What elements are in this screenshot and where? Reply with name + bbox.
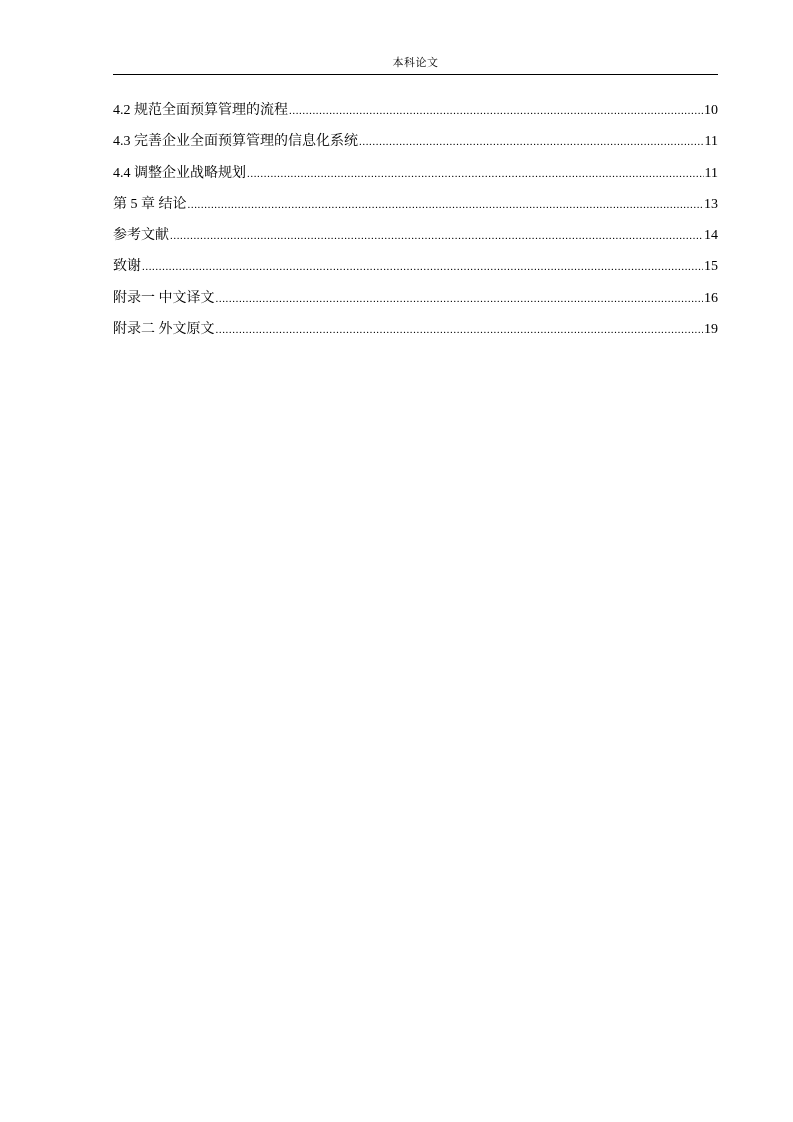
table-of-contents: [113, 98, 718, 348]
toc-dot-leader: [216, 286, 704, 312]
toc-entry[interactable]: [113, 223, 718, 254]
toc-dot-leader: [359, 129, 704, 155]
toc-entry[interactable]: [113, 98, 718, 129]
toc-dot-leader: [188, 192, 704, 218]
toc-entry[interactable]: [113, 317, 718, 348]
toc-dot-leader: [247, 161, 704, 187]
toc-entry[interactable]: [113, 254, 718, 285]
toc-dot-leader: [216, 317, 704, 343]
toc-entry-label: 附录二 外文原文: [113, 322, 215, 338]
toc-dot-leader: [289, 98, 703, 124]
page-header: [113, 56, 718, 75]
toc-entry-label: 参考文献: [113, 228, 169, 244]
toc-entry-label: 4.4 调整企业战略规划: [113, 165, 246, 181]
toc-dot-leader: [142, 254, 703, 280]
toc-entry-page: 19: [704, 322, 718, 338]
toc-entry-label: 致谢: [113, 259, 141, 275]
toc-entry-page: 10: [704, 103, 718, 118]
toc-entry-page: 13: [704, 196, 718, 212]
page-header-title: 本科论文: [392, 57, 439, 69]
toc-entry[interactable]: [113, 286, 718, 317]
toc-entry-label: 第 5 章 结论: [113, 196, 187, 212]
toc-entry-page: 16: [704, 290, 718, 306]
toc-entry-page: 11: [704, 134, 718, 150]
toc-entry-label: 4.3 完善企业全面预算管理的信息化系统: [113, 134, 358, 150]
toc-entry-page: 15: [704, 259, 718, 275]
toc-entry-label: 4.2 规范全面预算管理的流程: [113, 103, 288, 118]
toc-entry-page: 11: [704, 165, 718, 181]
toc-entry[interactable]: [113, 192, 718, 223]
toc-dot-leader: [170, 223, 703, 249]
toc-entry[interactable]: [113, 161, 718, 192]
toc-entry-label: 附录一 中文译文: [113, 290, 215, 306]
toc-entry-page: 14: [704, 228, 718, 244]
toc-entry[interactable]: [113, 129, 718, 160]
